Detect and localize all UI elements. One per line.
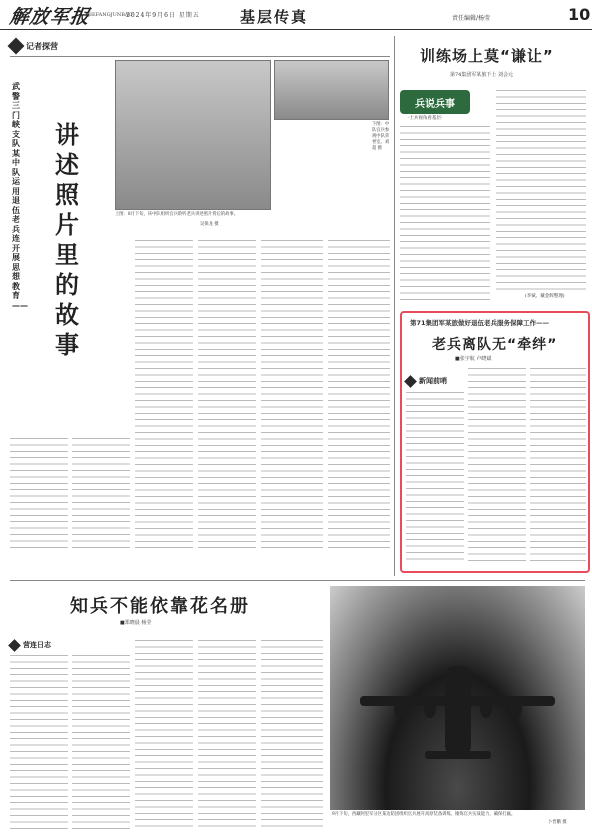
bottom-article-byline: ■郑晓晨 杨莹 — [120, 620, 152, 626]
column-badge: 兵说兵事 — [400, 90, 470, 114]
editor-credit: 责任编辑/杨莹 — [452, 15, 491, 22]
right-article-body-col1 — [400, 126, 490, 304]
bottom-body-col2 — [72, 655, 130, 830]
highlighted-byline: ■张宇航 卢晓斌 — [455, 356, 492, 362]
right-article-body-col2 — [496, 90, 586, 290]
column-badge-sub: ·士兵视角看基层· — [408, 116, 443, 121]
column-tag — [10, 40, 58, 52]
star-tag-icon — [8, 639, 21, 652]
bottom-column-tag-label: 营连日志 — [23, 641, 51, 649]
issue-date: 2024年9月6日 星期五 — [126, 12, 200, 19]
star-tag-icon — [8, 38, 25, 55]
bottom-body-col5 — [261, 640, 323, 830]
news-tag-label: 新闻前哨 — [419, 377, 447, 385]
article-body-col6 — [328, 240, 390, 550]
news-tag — [406, 376, 447, 386]
right-article-byline: 第74集团军某旅下士 刘会元 — [450, 72, 513, 78]
bottom-body-col1 — [10, 655, 68, 830]
section-title: 基层传真 — [240, 8, 309, 26]
editorial-mark: (李斌、戴金辉整理) — [525, 294, 565, 299]
highlighted-body-col1 — [406, 392, 464, 562]
column-tag-label: 记者探营 — [26, 41, 58, 51]
article-body-col1 — [10, 438, 68, 548]
highlighted-body-col2 — [468, 368, 526, 562]
aircraft-silhouette-icon — [330, 586, 585, 810]
article-body-col4 — [198, 240, 256, 550]
bottom-column-tag — [10, 640, 51, 650]
page-number: 10 — [568, 5, 591, 24]
highlighted-kicker: 第71集团军某旅做好退伍老兵服务保障工作—— — [410, 319, 550, 327]
aircraft-photo — [330, 586, 585, 810]
byline-vertical — [95, 210, 109, 230]
photo-credit: 吴保龙 摄 — [200, 222, 219, 227]
right-article-title: 训练场上莫“谦让” — [420, 47, 554, 65]
article-photo-main — [115, 60, 271, 210]
article-title: 讲述照片里的故事 — [55, 121, 79, 359]
highlighted-body-col3 — [530, 368, 586, 562]
photo-caption-main: 上图：8月下旬，该中队组织官兵聆听老兵讲述照片背后的故事。 — [115, 212, 239, 217]
newspaper-logo-sub: JIEFANGJUNBAO — [88, 12, 133, 18]
bottom-body-col3 — [135, 640, 193, 830]
bottom-body-col4 — [198, 640, 256, 830]
aircraft-photo-credit: 卜晋鹏 摄 — [548, 820, 567, 825]
star-tag-icon — [404, 375, 417, 388]
photo-caption-right: 下图：中队官兵参观中队荣誉室。刘超 摄 — [372, 122, 390, 151]
newspaper-logo: 解放军报 — [8, 6, 92, 28]
article-subtitle: 武警三门峡支队某中队运用退伍老兵连开展思想教育—— — [12, 82, 28, 310]
aircraft-photo-caption: 9月下旬，西藏阿里军分区某边防团组织官兵展开高原装备训练，锤炼官兵实战能力，确保打赢。 — [332, 812, 516, 817]
highlighted-title: 老兵离队无“牵绊” — [432, 337, 558, 353]
article-photo-right — [274, 60, 389, 120]
bottom-article-title: 知兵不能依靠花名册 — [70, 596, 250, 617]
article-body-col3 — [135, 240, 193, 550]
article-body-col2 — [72, 438, 130, 548]
article-body-col5 — [261, 240, 323, 550]
